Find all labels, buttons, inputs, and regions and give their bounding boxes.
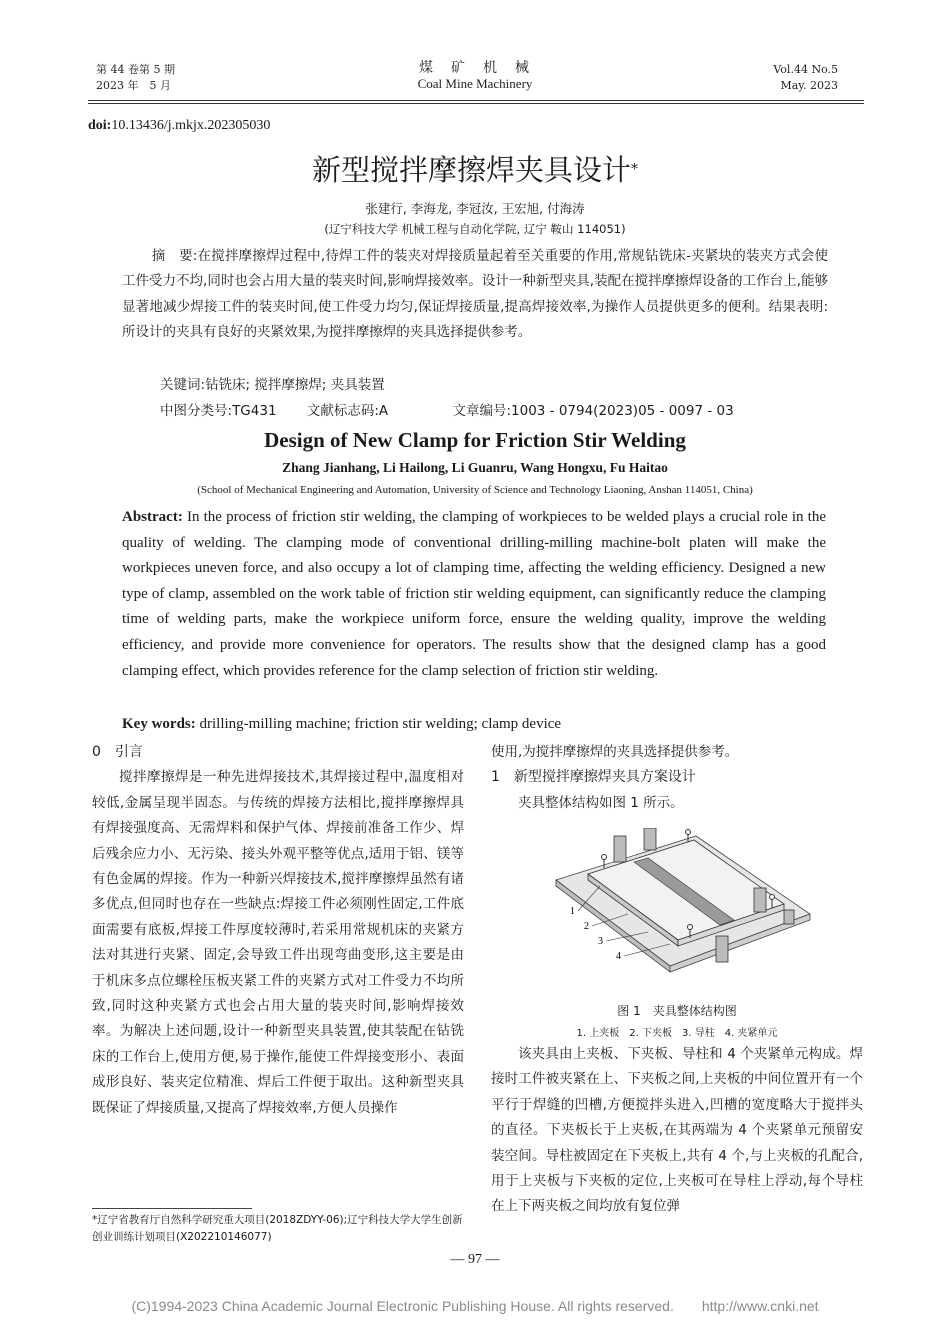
abstract-en-label: Abstract: bbox=[122, 509, 183, 525]
abstract-cn bbox=[122, 244, 828, 346]
affiliation-cn: (辽宁科技大学 机械工程与自动化学院, 辽宁 鞍山 114051) bbox=[324, 222, 626, 236]
figure-label-2: 2 bbox=[584, 921, 589, 932]
clc-value: TG431 bbox=[232, 403, 277, 419]
section-1-body bbox=[491, 1042, 863, 1220]
title-footnote-mark: * bbox=[631, 161, 638, 178]
figure-1-caption: 图 1 夹具整体结构图 bbox=[617, 1004, 737, 1018]
date-en: May. 2023 bbox=[780, 79, 838, 92]
journal-name-en: Coal Mine Machinery bbox=[417, 76, 533, 91]
keywords-en-label: Key words: bbox=[122, 716, 196, 732]
keywords-cn-text: 钻铣床; 搅拌摩擦焊; 夹具装置 bbox=[205, 377, 385, 393]
abstract-en bbox=[122, 505, 826, 684]
section-1-intro: 夹具整体结构如图 1 所示。 bbox=[518, 794, 684, 811]
clc-label: 中图分类号: bbox=[160, 403, 233, 419]
section-0 bbox=[92, 740, 464, 1121]
article-number-label: 文章编号: bbox=[452, 403, 512, 419]
abstract-en-text: In the process of friction stir welding, the clamping of workpieces to be welded plays a crucial role in the quality of welding. The clamping mode of conventional drilling-milling machine-bolt platen will make the workpieces uneven force, and also occupy a lot of clamping time, affecting the welding efficiency. Designed a new type of clamp, assembled on the work table of friction stir welding equipment, can significantly reduce the clamping time of welding parts, make the workpiece uniform force, ensure the welding quality, improve the welding efficiency, and provide more convenience for operators. The results show that the designed clamp has a good clamping effect, which provides reference for the clamp selection of friction stir welding. bbox=[122, 509, 827, 679]
figure-label-1: 1 bbox=[570, 906, 575, 917]
doi-label: doi: bbox=[88, 118, 112, 133]
footnote bbox=[92, 1212, 464, 1246]
copyright-footer: (C)1994-2023 China Academic Journal Electronic Publishing House. All rights reserved. http://www.cnki.net bbox=[131, 1298, 819, 1314]
section-1-number: 1 bbox=[491, 769, 500, 786]
section-0-text: 搅拌摩擦焊是一种先进焊接技术,其焊接过程中,温度相对较低,金属呈现半固态。与传统的焊接方法相比,搅拌摩擦焊具有焊接强度高、无需焊料和保护气体、焊接前准备工作少、焊后残余应力小、无污染、接头外观平整等优点,适用于铝、镁等有色金属的焊接。作为一种新兴焊接技术,搅拌摩擦焊虽然有诸多优点,但同时也存在一些缺点:焊接工件必须刚性固定,工件底面需要有底板,焊接工件厚度较薄时,若采用常规机床的夹紧方法对其进行夹紧、固定,会导致工件出现弯曲变形,这主要是由于机床多点位螺栓压板夹紧工件的夹紧方式对工件受力不均所致,同时这种夹紧方式也会占用大量的装夹时间,影响焊接效率。为解决上述问题,设计一种新型夹具装置,使其装配在钻铣床的工作台上,使用方便,易于操作,能使工件焊接变形小、表面成形良好、装夹定位精准、焊后工件便于取出。这种新型夹具既保证了焊接质量,又提高了焊接效率,方便人员操作 bbox=[92, 769, 464, 1116]
clamp-unit bbox=[716, 936, 728, 962]
doc-code-value: A bbox=[378, 403, 389, 419]
title-block-cn bbox=[0, 148, 950, 189]
journal-name-cn: 煤 矿 机 械 bbox=[419, 60, 531, 76]
authors-cn: 张建行, 李海龙, 李冠汝, 王宏旭, 付海涛 bbox=[365, 201, 585, 216]
keywords-en-text: drilling-milling machine; friction stir welding; clamp device bbox=[199, 716, 562, 732]
abstract-cn-text: 在搅拌摩擦焊过程中,待焊工件的装夹对焊接质量起着至关重要的作用,常规钻铣床-夹紧块的装夹方式会使工件受力不均,同时也会占用大量的装夹时间,影响焊接效率。设计一种新型夹具,装配在搅拌摩擦焊设备的工作台上,能够显著地减少焊接工件的装夹时间,使工件受力均匀,保证焊接质量,提高焊接效率,为操作人员提供更多的便利。结果表明:所设计的夹具有良好的夹紧效果,为搅拌摩擦焊的夹具选择提供参考。 bbox=[122, 248, 828, 341]
section-0-continued: 使用,为搅拌摩擦焊的夹具选择提供参考。 bbox=[491, 744, 739, 760]
clamp-unit bbox=[784, 910, 794, 924]
page-number: — 97 — bbox=[450, 1252, 500, 1267]
figure-label-4: 4 bbox=[616, 951, 621, 962]
journal-name bbox=[325, 60, 625, 92]
footnote-text: 辽宁省教育厅自然科学研究重大项目(2018ZDYY-06);辽宁科技大学大学生创新创业训练计划项目(X202210146077) bbox=[92, 1214, 463, 1243]
figure-label-3: 3 bbox=[598, 936, 603, 947]
section-1-title: 新型搅拌摩擦焊夹具方案设计 bbox=[513, 769, 696, 786]
doi[interactable] bbox=[88, 118, 270, 134]
footnote-mark: * bbox=[92, 1214, 98, 1226]
footnote-rule bbox=[92, 1208, 252, 1209]
section-0-title: 引言 bbox=[114, 744, 143, 760]
journal-issue bbox=[96, 62, 175, 94]
affiliation-en: (School of Mechanical Engineering and Automation, University of Science and Technology Liaoning, Anshan 114051, China) bbox=[197, 484, 753, 496]
keywords-en bbox=[122, 712, 826, 738]
section-0-number: 0 bbox=[92, 744, 101, 760]
header-rule-2 bbox=[88, 103, 864, 104]
volume-en: Vol.44 No.5 bbox=[773, 63, 838, 76]
clamp-assembly-drawing bbox=[548, 828, 816, 998]
classification bbox=[160, 399, 828, 424]
clamp-unit bbox=[754, 888, 766, 912]
section-1-heading bbox=[491, 765, 863, 790]
title-en: Design of New Clamp for Friction Stir Welding bbox=[264, 428, 686, 452]
clamp-unit bbox=[614, 836, 626, 862]
authors-en: Zhang Jianhang, Li Hailong, Li Guanru, Wang Hongxu, Fu Haitao bbox=[282, 460, 668, 475]
keywords-cn-label: 关键词: bbox=[160, 377, 206, 393]
figure-1-legend: 1. 上夹板 2. 下夹板 3. 导柱 4. 夹紧单元 bbox=[576, 1028, 778, 1039]
figure-1 bbox=[548, 828, 816, 998]
keywords-cn bbox=[160, 373, 828, 398]
issue-volume: 第 44 卷第 5 期 bbox=[96, 63, 175, 76]
doi-value: 10.13436/j.mkjx.202305030 bbox=[111, 118, 271, 133]
doc-code-label: 文献标志码: bbox=[306, 403, 379, 419]
issue-date: 2023 年 5 月 bbox=[96, 79, 171, 92]
page-title: 新型搅拌摩擦焊夹具设计 bbox=[311, 153, 631, 187]
right-column-top bbox=[491, 740, 863, 816]
abstract-cn-label: 摘 要: bbox=[151, 248, 198, 264]
header-rule bbox=[88, 100, 864, 101]
section-1-text: 该夹具由上夹板、下夹板、导柱和 4 个夹紧单元构成。焊接时工件被夹紧在上、下夹板之间,上夹板的中间位置开有一个平行于焊缝的凹槽,方便搅拌头进入,凹槽的宽度略大于搅拌头的直径。下夹板长于上夹板,在其两端为 4 个夹紧单元预留安装空间。导柱被固定在下夹板上,共有 4 个,与上夹板的孔配合,用于上夹板与下夹板的定位,上夹板可在导柱上浮动,每个导柱在上下两夹板之间均放有复位弹 bbox=[491, 1046, 863, 1215]
clamp-unit bbox=[644, 828, 656, 850]
article-number-value: 1003 - 0794(2023)05 - 0097 - 03 bbox=[511, 403, 734, 419]
section-0-heading bbox=[92, 740, 464, 765]
journal-issue-en bbox=[773, 62, 838, 94]
